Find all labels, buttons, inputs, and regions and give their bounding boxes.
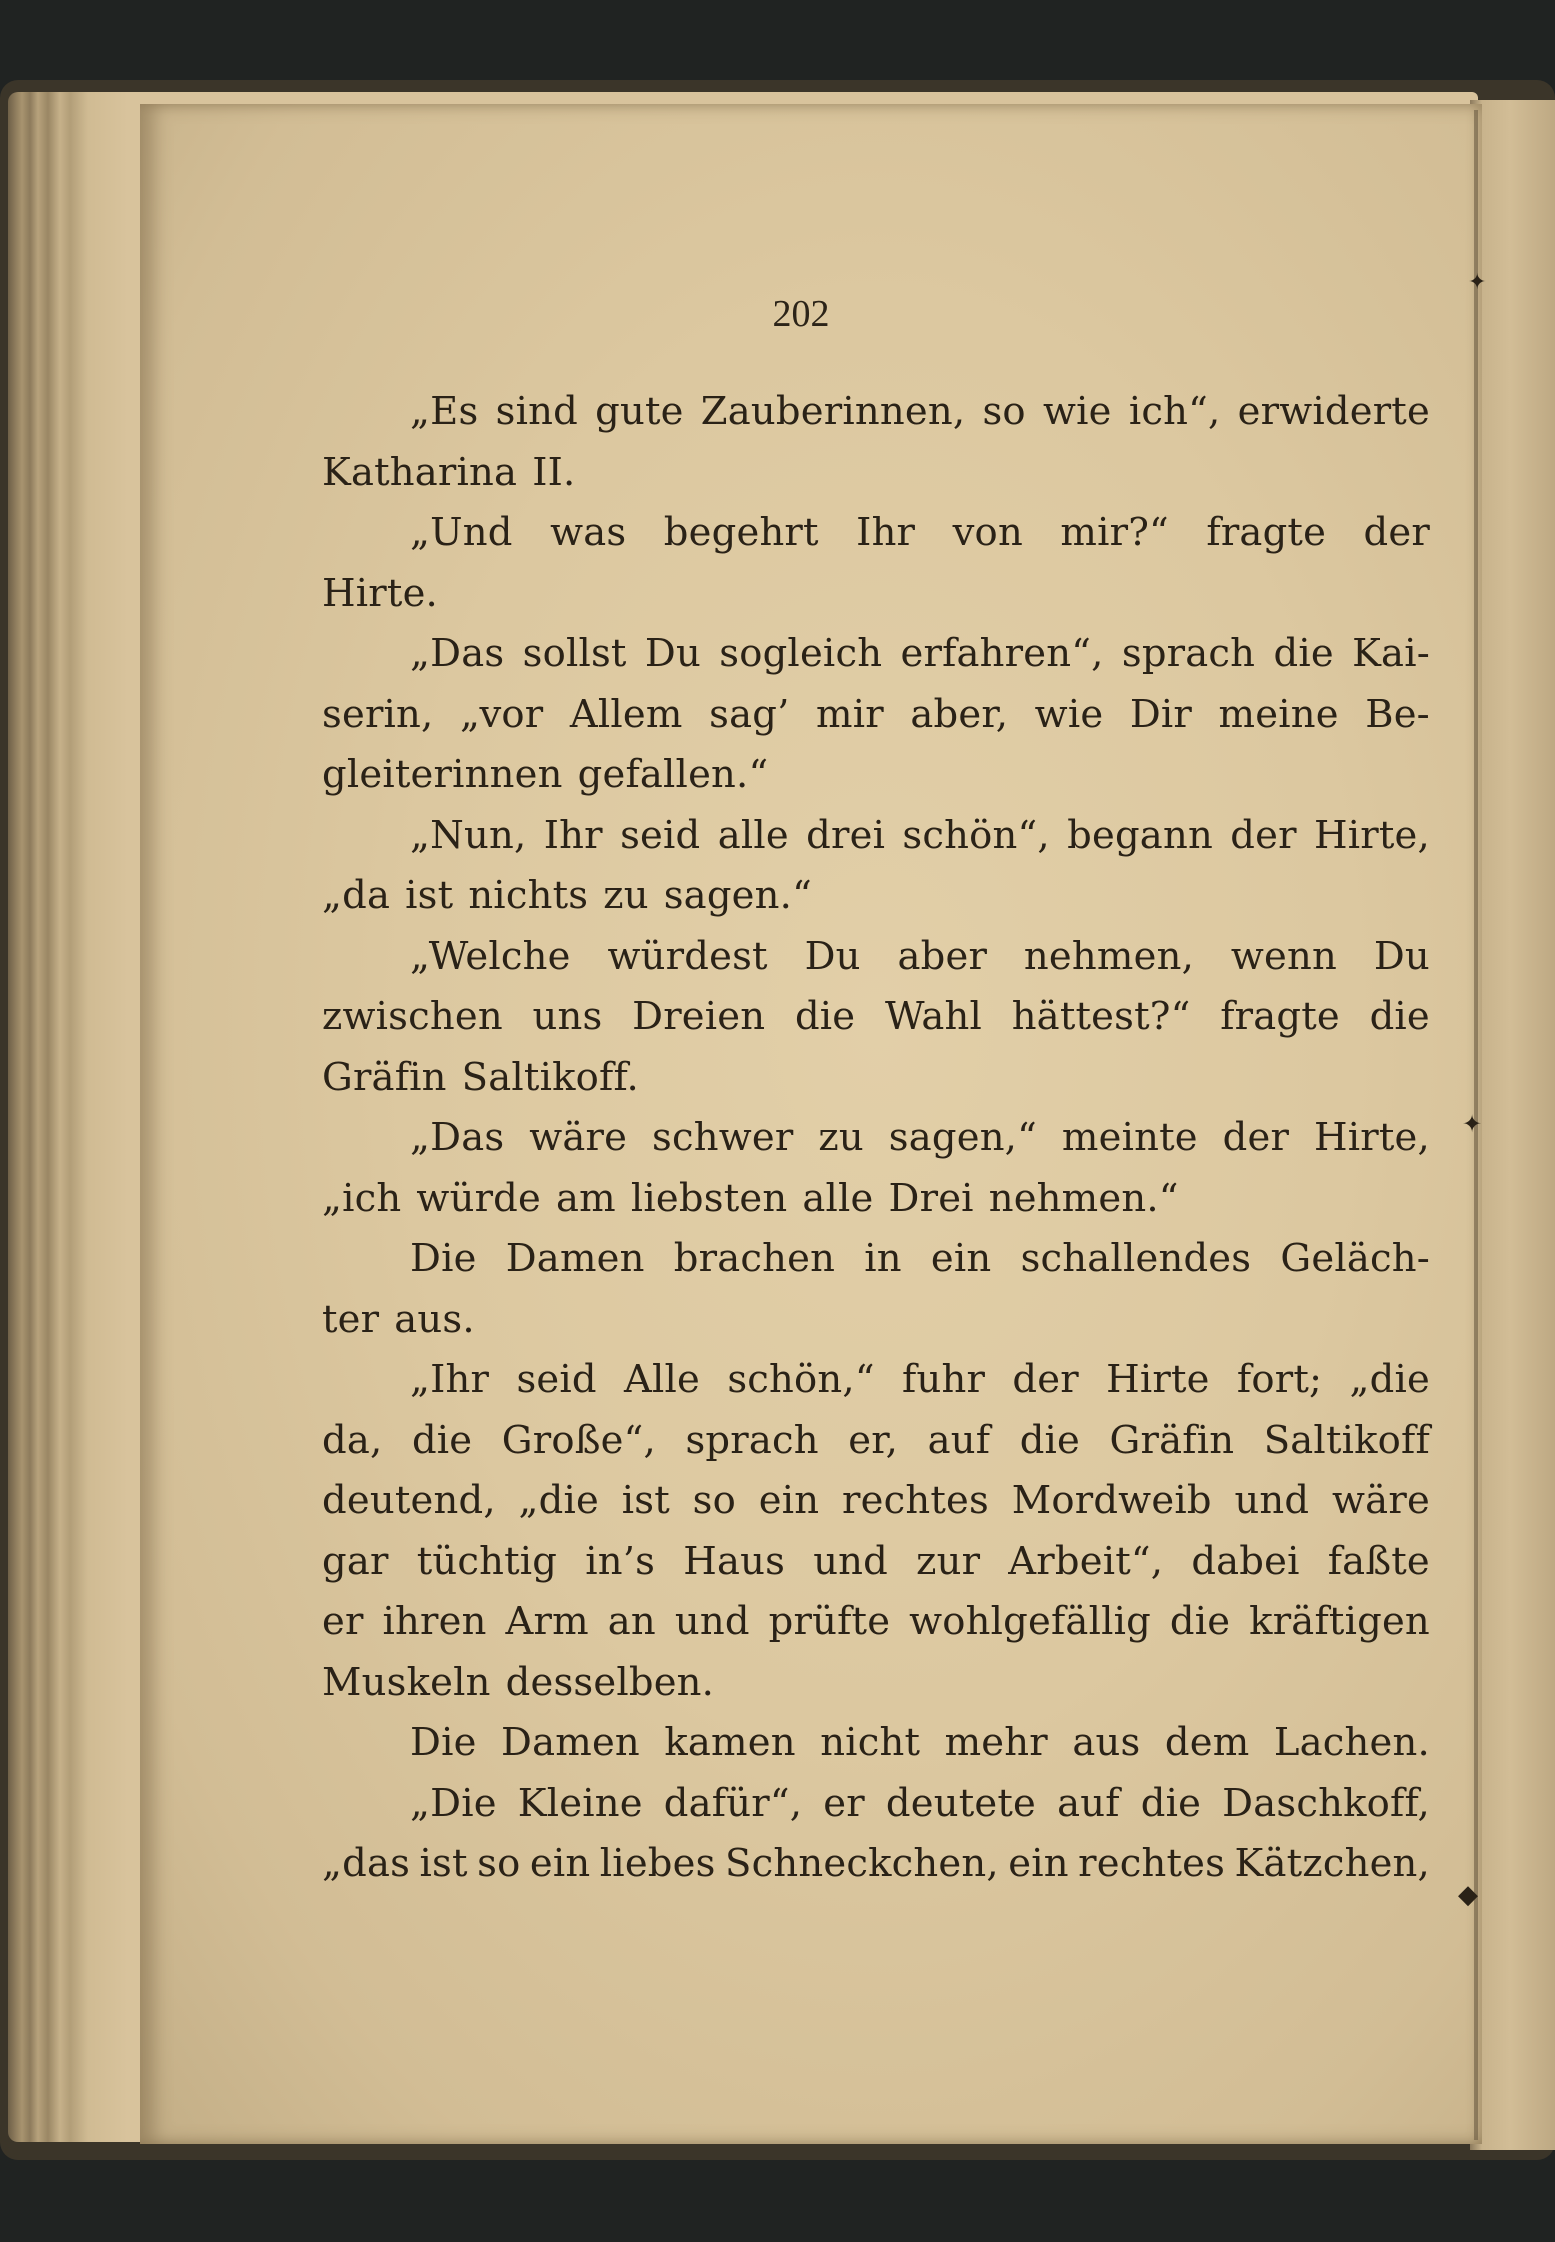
word: Damen: [505, 1236, 645, 1281]
word: alle: [717, 812, 789, 858]
word: die: [411, 1417, 473, 1463]
word: Geläch-: [1280, 1236, 1430, 1281]
word: „vor: [460, 691, 544, 737]
word: „das: [322, 1841, 411, 1886]
word: Be-: [1365, 691, 1430, 737]
word: zu: [603, 873, 649, 918]
word: Kai-: [1352, 631, 1430, 676]
word: sagen,“: [888, 1115, 1038, 1160]
word: Mordweib: [1011, 1478, 1212, 1523]
word: Ihr: [856, 510, 916, 555]
word: ist: [405, 873, 454, 918]
text-line: [322, 1471, 1430, 1532]
text-line: [322, 685, 1430, 746]
word: „da: [322, 873, 391, 918]
word: würde: [416, 1175, 542, 1221]
facing-page-edge: [1470, 100, 1555, 2150]
word: erfahren“,: [900, 631, 1104, 676]
word: Du: [644, 631, 701, 676]
word: und: [1234, 1478, 1310, 1523]
word: dafür“,: [663, 1780, 803, 1826]
word: die: [1169, 1599, 1231, 1644]
word: schallendes: [1020, 1236, 1252, 1281]
word: mir?“: [1060, 510, 1169, 555]
text-line: [322, 1290, 1430, 1351]
word: begann: [1067, 812, 1213, 858]
word: ist: [621, 1478, 670, 1523]
text-line: [322, 1774, 1430, 1835]
word: schwer: [652, 1115, 794, 1160]
word: am: [556, 1175, 616, 1221]
word: brachen: [673, 1236, 836, 1281]
word: ich“,: [1128, 389, 1221, 434]
word: und: [813, 1538, 889, 1584]
text-line: [322, 624, 1430, 685]
word: die: [794, 994, 856, 1039]
word: rechtes: [1078, 1841, 1226, 1886]
word: der: [1012, 1357, 1079, 1402]
word: der: [1230, 812, 1297, 858]
word: nehmen.“: [988, 1175, 1179, 1221]
word: ein: [529, 1841, 591, 1886]
text-line: [322, 1169, 1430, 1230]
word: so: [477, 1841, 521, 1886]
word: ein: [1008, 1841, 1069, 1886]
word: meinte: [1061, 1115, 1198, 1160]
word: nehmen,: [1023, 933, 1195, 979]
word: so: [692, 1478, 737, 1523]
word: Dir: [1129, 691, 1193, 737]
text-line: [322, 927, 1430, 988]
word: dabei: [1191, 1538, 1300, 1584]
text-line: [322, 1411, 1430, 1472]
word: gefallen.“: [577, 752, 769, 797]
word: „Und: [410, 510, 513, 555]
word: in: [864, 1236, 902, 1281]
word: mehr: [944, 1720, 1048, 1765]
text-line: [322, 382, 1430, 443]
word: liebsten: [630, 1175, 788, 1221]
word: die: [1019, 1417, 1081, 1463]
word: „ich: [322, 1175, 402, 1221]
word: fragte: [1220, 994, 1340, 1039]
word: zur: [916, 1538, 981, 1584]
text-line: [322, 745, 1430, 806]
word: Schneckchen,: [725, 1841, 999, 1886]
text-line: [322, 564, 1430, 625]
word: sag’: [709, 691, 790, 737]
word: prüfte: [768, 1599, 891, 1644]
word: „Welche: [410, 933, 571, 979]
word: schön,“: [727, 1357, 875, 1402]
word: sprach: [1121, 631, 1256, 676]
word: „Ihr: [410, 1357, 490, 1402]
word: von: [952, 510, 1023, 555]
book-page: [140, 104, 1482, 2144]
word: „Nun,: [410, 812, 527, 858]
text-line: [322, 1229, 1430, 1290]
word: Drei: [888, 1175, 974, 1221]
body-text: [322, 382, 1430, 1895]
word: begehrt: [663, 510, 819, 555]
word: kräftigen: [1249, 1599, 1430, 1644]
text-line: [322, 987, 1430, 1048]
word: Kleine: [517, 1780, 643, 1826]
word: aus: [1072, 1720, 1141, 1765]
word: uns: [532, 994, 603, 1039]
word: wohlgefällig: [909, 1599, 1151, 1644]
word: die: [1273, 631, 1334, 676]
word: Hirte,: [1313, 1115, 1430, 1160]
word: würdest: [607, 933, 768, 979]
word: was: [550, 510, 627, 555]
word: er,: [848, 1417, 899, 1463]
word: Große“,: [501, 1417, 656, 1463]
word: „Es: [410, 389, 479, 434]
word: gar: [322, 1538, 389, 1584]
word: hättest?“: [1011, 994, 1191, 1039]
word: Lachen.: [1273, 1720, 1430, 1765]
word: in’s: [585, 1538, 656, 1584]
word: deutete: [885, 1780, 1037, 1826]
word: aber: [897, 933, 988, 979]
binding-mark: ✦: [1462, 1110, 1483, 1138]
text-line: [322, 806, 1430, 867]
word: „Das: [410, 1115, 505, 1160]
text-line: [322, 1532, 1430, 1593]
word: die: [1369, 994, 1430, 1039]
word: sagen.“: [663, 873, 812, 918]
word: und: [674, 1599, 750, 1644]
word: auf: [1057, 1780, 1120, 1826]
word: sogleich: [719, 631, 883, 676]
word: Kätzchen,: [1234, 1841, 1430, 1886]
word: seid: [620, 812, 701, 858]
text-line: [322, 1713, 1430, 1774]
binding-mark: ◆: [1458, 1880, 1478, 1910]
word: Gräfin: [1109, 1417, 1235, 1463]
word: Arm: [505, 1599, 589, 1644]
word: so: [982, 389, 1026, 434]
word: gute: [595, 389, 684, 434]
text-line: [322, 1653, 1430, 1714]
text-line: [322, 1048, 1430, 1109]
word: Ihr: [543, 812, 603, 858]
word: wie: [1034, 691, 1104, 737]
word: Allem: [569, 691, 683, 737]
word: serin,: [322, 691, 434, 737]
word: auf: [927, 1417, 991, 1463]
word: ter: [322, 1296, 380, 1342]
word: Wahl: [884, 994, 983, 1039]
word: sind: [495, 389, 578, 434]
word: nichts: [468, 873, 589, 918]
word: Hirte.: [322, 570, 438, 616]
text-line: [322, 503, 1430, 564]
word: erwiderte: [1237, 389, 1430, 434]
word: die: [1140, 1780, 1202, 1826]
word: Haus: [683, 1538, 786, 1584]
word: Saltikoff.: [461, 1054, 639, 1100]
word: liebes: [599, 1841, 716, 1886]
word: Dreien: [632, 994, 766, 1039]
word: Die: [410, 1720, 477, 1765]
word: aus.: [394, 1296, 475, 1342]
word: Damen: [501, 1720, 640, 1765]
word: er: [322, 1599, 364, 1644]
word: desselben.: [505, 1659, 715, 1705]
word: aber,: [910, 691, 1009, 737]
word: alle: [802, 1175, 874, 1221]
text-line: [322, 1592, 1430, 1653]
word: der: [1222, 1115, 1290, 1160]
word: meine: [1218, 691, 1339, 737]
word: Saltikoff: [1263, 1417, 1430, 1463]
word: ist: [419, 1841, 468, 1886]
binding-mark: ✦: [1468, 270, 1487, 295]
word: Du: [1373, 933, 1430, 979]
word: wenn: [1230, 933, 1338, 979]
word: wäre: [529, 1115, 628, 1160]
word: Die: [410, 1236, 477, 1281]
word: Du: [804, 933, 861, 979]
word: ein: [758, 1478, 820, 1523]
text-line: [322, 1834, 1430, 1895]
word: „Das: [410, 631, 505, 676]
word: Hirte: [1106, 1357, 1210, 1402]
word: „Die: [410, 1780, 497, 1826]
word: mir: [816, 691, 884, 737]
word: fuhr: [902, 1357, 986, 1402]
word: schön“,: [902, 812, 1050, 858]
word: kamen: [664, 1720, 796, 1765]
word: Muskeln: [322, 1659, 491, 1705]
word: nicht: [820, 1720, 921, 1765]
word: der: [1363, 510, 1430, 555]
word: zwischen: [322, 994, 503, 1039]
word: sprach: [685, 1417, 819, 1463]
text-line: [322, 1350, 1430, 1411]
word: ein: [930, 1236, 992, 1281]
word: Zauberinnen,: [700, 389, 966, 434]
text-line: [322, 443, 1430, 504]
word: fort;: [1236, 1357, 1323, 1402]
text-line: [322, 1108, 1430, 1169]
word: faßte: [1327, 1538, 1430, 1584]
word: Katharina: [322, 449, 518, 495]
word: fragte: [1206, 510, 1327, 555]
word: wäre: [1332, 1478, 1430, 1523]
word: deutend,: [322, 1478, 496, 1523]
word: II.: [532, 449, 576, 495]
word: Alle: [624, 1357, 701, 1402]
word: „die: [518, 1478, 600, 1523]
word: Hirte,: [1313, 812, 1430, 858]
word: Gräfin: [322, 1054, 447, 1100]
word: dem: [1164, 1720, 1250, 1765]
text-line: [322, 866, 1430, 927]
word: da,: [322, 1417, 383, 1463]
word: wie: [1042, 389, 1112, 434]
word: zu: [818, 1115, 864, 1160]
word: an: [607, 1599, 656, 1644]
word: drei: [806, 812, 886, 858]
word: sollst: [522, 631, 627, 676]
word: „die: [1349, 1357, 1430, 1402]
word: er: [823, 1780, 865, 1826]
word: Daschkoff,: [1222, 1780, 1430, 1826]
word: ihren: [382, 1599, 487, 1644]
word: seid: [516, 1357, 597, 1402]
word: Arbeit“,: [1008, 1538, 1164, 1584]
word: tüchtig: [416, 1538, 558, 1584]
word: rechtes: [842, 1478, 989, 1523]
page-number: 202: [772, 293, 830, 335]
word: gleiterinnen: [322, 752, 563, 797]
